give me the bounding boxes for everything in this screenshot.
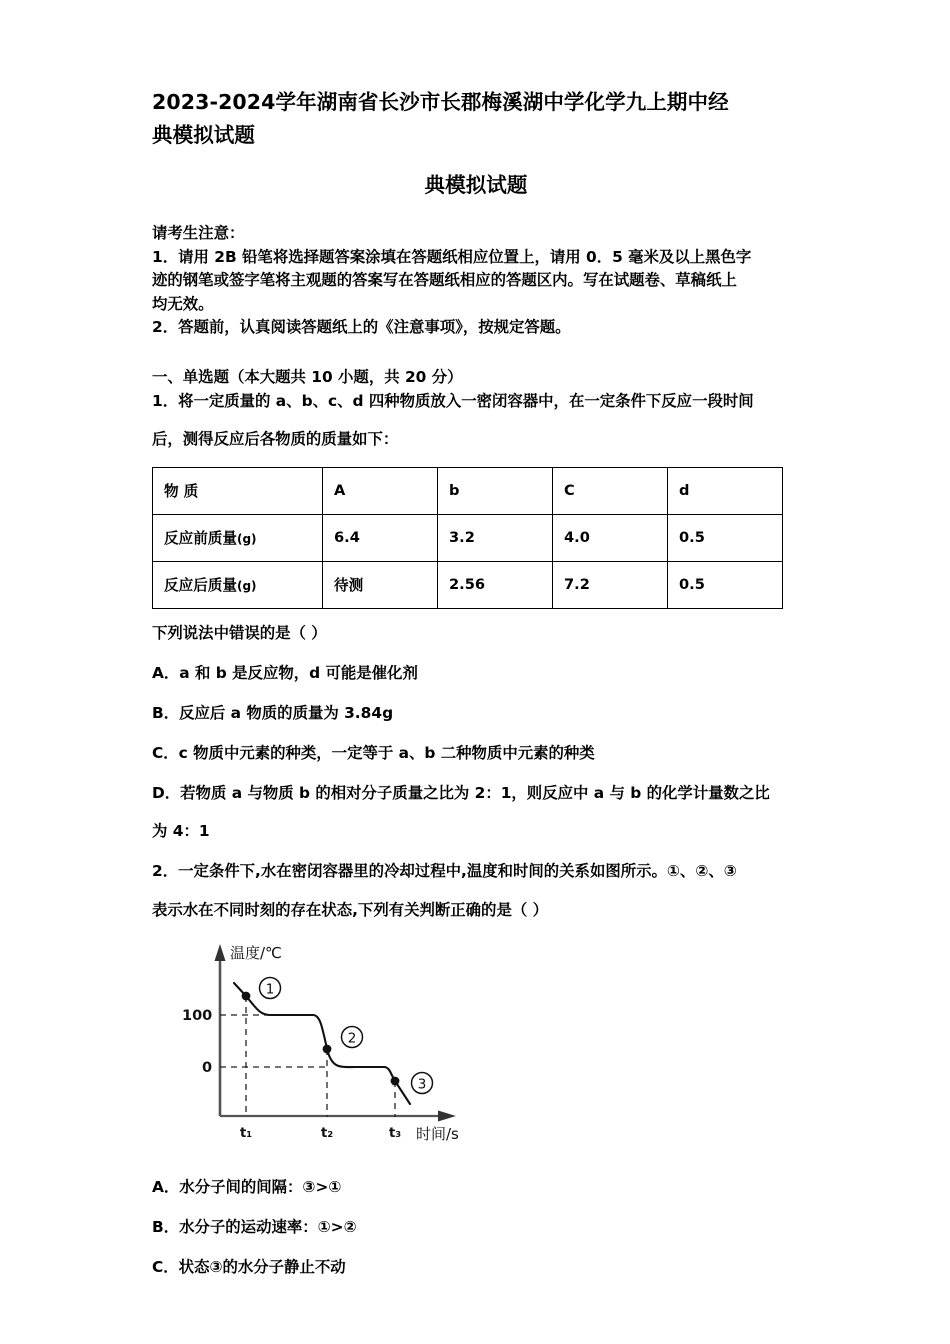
question2-stem-line2: 表示水在不同时刻的存在状态,下列有关判断正确的是（ ） (152, 900, 548, 919)
row-label-after-mass-text: 反应后质量 (164, 577, 237, 595)
page-title-line1: 2023-2024学年湖南省长沙市长郡梅溪湖中学化学九上期中经 (152, 90, 729, 114)
row-label-before-mass (153, 514, 323, 561)
state-point-2 (323, 1044, 332, 1053)
y-axis (215, 944, 226, 1116)
section-heading-single-choice: 一、单选题（本大题共 10 小题，共 20 分） (152, 368, 463, 387)
temperature-curve (234, 983, 410, 1104)
question1-option-b[interactable]: B．反应后 a 物质的质量为 3.84g (152, 703, 394, 722)
y-tick-label-0: 0 (202, 1059, 213, 1076)
table-row (153, 514, 783, 561)
y-tick-label-100: 100 (182, 1007, 213, 1024)
x-tick-label-t3: t₃ (388, 1124, 402, 1141)
question2-option-b[interactable]: B．水分子的运动速率：①>② (152, 1217, 357, 1236)
notice-heading: 请考生注意： (152, 224, 245, 243)
x-axis-title: 时间/s (416, 1124, 459, 1143)
question1-option-a[interactable]: A．a 和 b 是反应物，d 可能是催化剂 (152, 663, 418, 682)
substance-mass-table (152, 467, 783, 609)
table-header-b: b (438, 467, 553, 514)
svg-text:1: 1 (265, 981, 275, 998)
svg-text:3: 3 (417, 1076, 427, 1093)
annotation-3 (412, 1072, 433, 1093)
question1-option-d[interactable]: D．若物质 a 与物质 b 的相对分子质量之比为 2：1，则反应中 a 与 b 的化学计量数之比 (152, 784, 770, 803)
question1-stem-line2: 后，测得反应后各物质的质量如下： (152, 429, 399, 448)
question1-option-c[interactable]: C．c 物质中元素的种类，一定等于 a、b 二种物质中元素的种类 (152, 744, 595, 763)
annotation-1 (260, 977, 281, 998)
question1-stem-line1: 1．将一定质量的 a、b、c、d 四种物质放入一密闭容器中，在一定条件下反应一段时间 (152, 391, 754, 410)
x-axis (220, 1110, 456, 1121)
x-tick-label-t2: t₂ (320, 1124, 334, 1141)
page-content (152, 0, 800, 1279)
svg-text:2: 2 (347, 1030, 357, 1047)
table-header-substance: 物 质 (153, 467, 323, 514)
page-subtitle: 典模拟试题 (424, 173, 528, 198)
row-label-before-mass-text: 反应前质量 (164, 530, 237, 548)
notice-item1-line2: 迹的钢笔或签字笔将主观题的答案写在答题纸相应的答题区内。写在试题卷、草稿纸上 (152, 271, 737, 290)
row-label-before-mass-unit: (g) (236, 532, 257, 547)
candidate-notice (152, 222, 800, 339)
question2-option-a[interactable]: A．水分子间的间隔：③>① (152, 1177, 342, 1196)
notice-item2: 2．答题前，认真阅读答题纸上的《注意事项》，按规定答题。 (152, 318, 571, 337)
table-header-a: A (323, 467, 438, 514)
cell-before-c: 4.0 (553, 514, 668, 561)
cooling-curve-chart (172, 936, 472, 1156)
notice-item1-line1: 1．请用 2B 铅笔将选择题答案涂填在答题纸相应位置上，请用 0．5 毫米及以上黑色字 (152, 247, 752, 266)
table-header-c: C (553, 467, 668, 514)
page-title (152, 0, 800, 152)
cell-before-d: 0.5 (668, 514, 783, 561)
row-label-after-mass (153, 561, 323, 608)
row-label-after-mass-unit: (g) (236, 579, 257, 594)
cell-before-a: 6.4 (323, 514, 438, 561)
question1-option-d-continued: 为 4：1 (152, 822, 210, 841)
annotation-2 (342, 1026, 363, 1047)
table-row-header (153, 467, 783, 514)
cell-before-b: 3.2 (438, 514, 553, 561)
table-header-d: d (668, 467, 783, 514)
page-title-line2: 典模拟试题 (152, 123, 255, 148)
question1-prompt: 下列说法中错误的是（ ） (152, 623, 327, 642)
question2-stem-line1: 2．一定条件下,水在密闭容器里的冷却过程中,温度和时间的关系如图所示。①、②、③ (152, 862, 737, 881)
state-point-1 (242, 991, 251, 1000)
cooling-curve-svg (172, 936, 472, 1156)
cell-after-a: 待测 (323, 561, 438, 608)
cell-after-b: 2.56 (438, 561, 553, 608)
cell-after-d: 0.5 (668, 561, 783, 608)
state-point-3 (391, 1076, 400, 1085)
question2-option-c[interactable]: C．状态③的水分子静止不动 (152, 1257, 346, 1276)
table-row (153, 561, 783, 608)
y-axis-title: 温度/℃ (230, 943, 282, 962)
notice-item1-line3: 均无效。 (152, 294, 214, 313)
x-tick-label-t1: t₁ (239, 1124, 253, 1141)
cell-after-c: 7.2 (553, 561, 668, 608)
